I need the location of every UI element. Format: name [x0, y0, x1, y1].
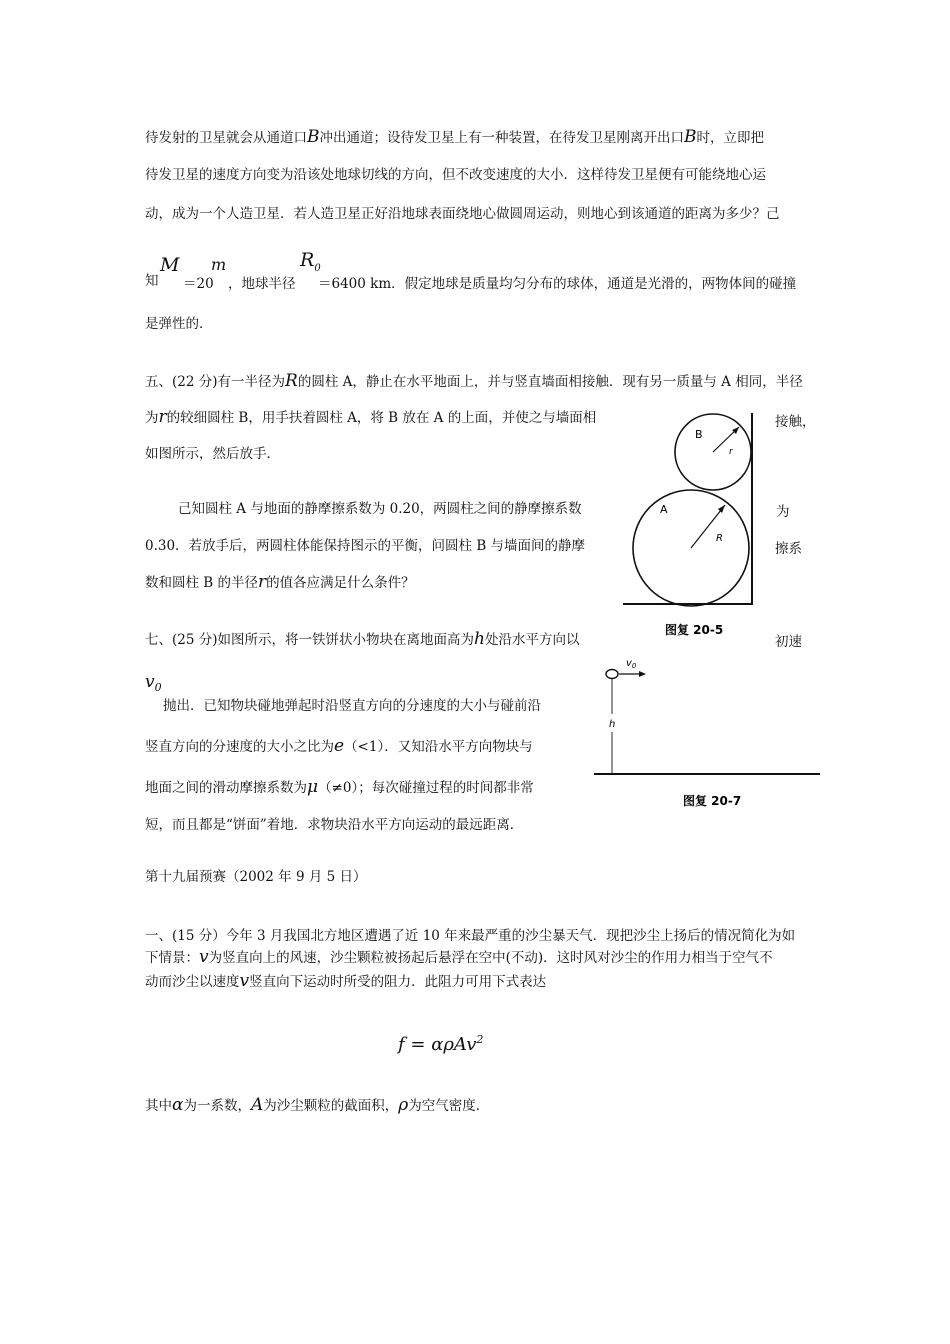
math-v: v	[145, 672, 155, 692]
math-B: B	[307, 127, 320, 147]
p7-line3	[145, 737, 533, 756]
p5-line2	[145, 408, 596, 427]
text: 为一系数，	[183, 1098, 251, 1114]
text: 处沿水平方向以	[484, 632, 580, 648]
figure-caption: 图复 20-7	[683, 794, 742, 808]
figure-20-5	[615, 405, 770, 645]
p1-line4-rest: ＝6400 km．假定地球是质量均匀分布的球体，通道是光滑的，两物体间的碰撞	[318, 276, 797, 292]
text: 竖直方向的分速度的大小之比为	[145, 739, 334, 755]
math-sub: 0	[314, 262, 321, 274]
math-r: r	[158, 407, 167, 427]
math-v: v	[199, 947, 209, 967]
math-e: e	[334, 736, 345, 756]
text: 竖直向下运动时所受的阻力．此阻力可用下式表达	[249, 974, 547, 990]
text: 待发射的卫星就会从通道口	[145, 130, 307, 146]
figure-20-7	[590, 652, 825, 812]
label-b: B	[695, 428, 703, 441]
math-m: m	[211, 255, 227, 274]
p7-line1	[145, 630, 579, 649]
math-h: h	[474, 629, 485, 649]
text: 冲出通道；设待发卫星上有一种装置，在待发卫星刚离开出口	[319, 130, 684, 146]
math-A: A	[250, 1095, 264, 1115]
s19-line4	[145, 1096, 489, 1115]
text: 地面之间的滑动摩擦系数为	[145, 780, 307, 796]
text: 动而沙尘以速度	[145, 974, 240, 990]
p5-line2-end: 接触，	[775, 414, 816, 430]
text: 五、(22 分)有一半径为	[145, 374, 286, 390]
section-title: 第十九届预赛（2002 年 9 月 5 日）	[145, 869, 367, 885]
p5-line5: 0.30．若放手后，两圆柱体能保持图示的平衡，问圆柱 B 与墙面间的静摩	[145, 538, 586, 554]
text: 为空气密度．	[408, 1098, 490, 1114]
text: 的较细圆柱 B，用手扶着圆柱 A，将 B 放在 A 的上面，并使之与墙面相	[166, 410, 597, 426]
label-r: r	[729, 447, 733, 457]
label-h: h	[609, 719, 616, 730]
text: 的值各应满足什么条件？	[266, 575, 415, 591]
p1-line3: 动，成为一个人造卫星．若人造卫星正好沿地球表面绕地心做圆周运动，则地心到该通道的距离为多少？己	[145, 206, 780, 222]
math-R: R	[285, 371, 298, 391]
math-R: R	[300, 249, 315, 271]
label-a: A	[660, 503, 668, 516]
s19-line2	[145, 948, 773, 967]
p7-line1-end: 初速	[775, 634, 802, 650]
text: 七、(25 分)如图所示，将一铁饼状小物块在离地面高为	[145, 632, 475, 648]
label-v0	[626, 658, 637, 670]
math-alpha: α	[172, 1095, 184, 1115]
text: 的圆柱 A，静止在水平地面上，并与竖直墙面相接触．现有另一质量与 A 相同，半径	[297, 374, 803, 390]
formula-exponent: 2	[476, 1033, 484, 1046]
text: （<1）．又知沿水平方向物块与	[344, 739, 533, 755]
math-mu: μ	[307, 777, 319, 797]
p7-line5: 短，而且都是“饼面”着地．求物块沿水平方向运动的最远距离．	[145, 817, 524, 833]
p1-line1	[145, 128, 764, 147]
p1-earth-radius-label: ，地球半径	[228, 276, 296, 292]
text: 知	[145, 273, 159, 289]
math-R0	[300, 249, 321, 274]
p7-line4	[145, 778, 534, 797]
p5-line3: 如图所示，然后放手．	[145, 446, 280, 462]
math-rho: ρ	[398, 1095, 409, 1115]
math-r: r	[258, 572, 267, 592]
text: 时，立即把	[696, 130, 764, 146]
iron-disc	[606, 670, 618, 679]
math-v: v	[239, 971, 250, 991]
text: 其中	[145, 1098, 172, 1114]
p1-line5: 是弹性的．	[145, 316, 213, 332]
label-R: R	[716, 533, 723, 544]
math-v0	[145, 672, 162, 694]
formula-body: f = αρAv	[398, 1034, 477, 1055]
label-v: v	[626, 658, 632, 669]
drag-formula	[398, 1033, 483, 1055]
p1-ratio-value: ＝20	[183, 276, 214, 292]
text: 为	[145, 410, 159, 426]
p5-line6	[145, 573, 415, 592]
figure-caption: 图复 20-5	[665, 623, 724, 637]
text: 下情景：	[145, 950, 199, 966]
math-B: B	[684, 127, 697, 147]
s19-line1: 一、(15 分）今年 3 月我国北方地区遭遇了近 10 年来最严重的沙尘暴天气．现把沙尘上扬后的情况简化为如	[145, 928, 796, 944]
p7-line2: 抛出．已知物块碰地弹起时沿竖直方向的分速度的大小与碰前沿	[163, 698, 541, 714]
text: （≠0）；每次碰撞过程的时间都非常	[318, 780, 534, 796]
text: 数和圆柱 B 的半径	[145, 575, 259, 591]
p5-line5-end: 擦系	[775, 541, 802, 557]
p1-line4	[145, 272, 159, 290]
text: 为沙尘颗粒的截面积，	[263, 1098, 399, 1114]
p5-line4-end: 为	[776, 504, 790, 520]
arrowhead	[639, 671, 646, 677]
label-sub: 0	[631, 662, 637, 670]
s19-line3	[145, 972, 546, 991]
text: 为竖直向上的风速，沙尘颗粒被扬起后悬浮在空中(不动)．这时风对沙尘的作用力相当于空气不	[208, 950, 773, 966]
math-sub: 0	[154, 681, 162, 695]
p5-line4: 己知圆柱 A 与地面的静摩擦系数为 0.20，两圆柱之间的静摩擦系数	[178, 501, 582, 517]
p5-line1	[145, 372, 803, 391]
math-M: M	[160, 254, 180, 276]
p1-line2: 待发卫星的速度方向变为沿该处地球切线的方向，但不改变速度的大小．这样待发卫星便有可能绕地心运	[145, 167, 766, 183]
